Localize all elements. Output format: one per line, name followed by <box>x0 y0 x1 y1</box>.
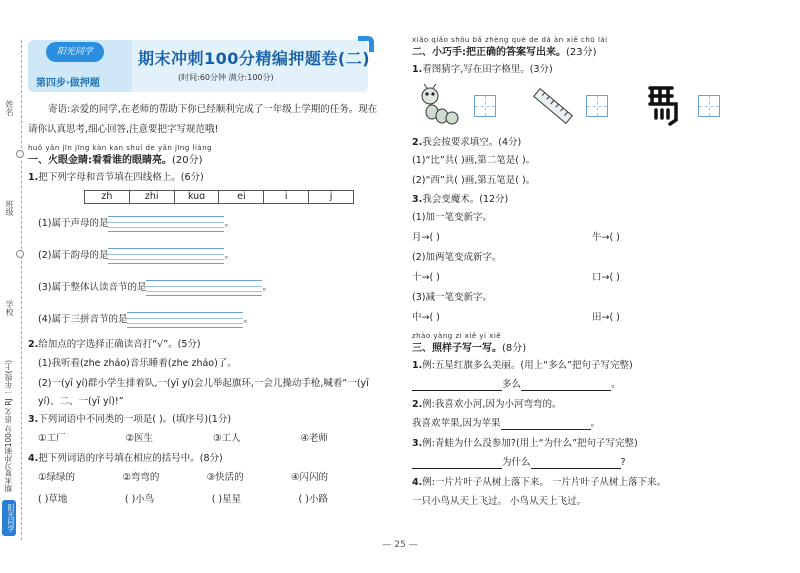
name-label: 姓名 <box>5 100 14 116</box>
option-item: ②医生 <box>125 433 154 444</box>
option-item: ③快活的 <box>206 472 244 483</box>
question-text: 例:我喜欢小河,因为小河弯弯的。 <box>422 399 562 410</box>
section2-title <box>412 45 784 61</box>
sub-question: (1)属于声母的是 。 <box>28 208 380 240</box>
section2-points: (23分) <box>566 47 597 58</box>
blank-keyword: 多么 <box>502 379 522 390</box>
option-item: ③工人 <box>212 433 241 444</box>
fill-blank[interactable]: 口→( ) <box>592 272 620 283</box>
sub-question: (2)一(yī yí)群小学生排着队,一(yī yí)会儿举起旗环,一会儿操动手枪,喊着“一(yī yí)、二、一(yī yí)!” <box>38 378 369 407</box>
intro-message: 寄语:亲爱的同学,在老师的帮助下你已经顺利完成了一年级上学期的任务。现在请你认真思考,细心回答,注意要把字写规范哦! <box>28 104 378 135</box>
question-number: 3. <box>412 194 423 205</box>
question-3-2 <box>412 396 784 413</box>
question-number: 4. <box>412 477 423 488</box>
blanks-row <box>28 489 328 511</box>
step-label: 第四步·做押题 <box>36 78 100 89</box>
answer-line: 一只小鸟从天上飞过。 小鸟从天上飞过。 <box>412 496 587 507</box>
answer-prefix: 我喜欢苹果,因为苹果 <box>412 418 501 429</box>
question-text: 看图猜字,写在田字格里。(3分) <box>422 64 553 75</box>
write-blank[interactable] <box>412 379 502 391</box>
section3-pinyin: zhào yàng zi xiě yi xiě <box>412 332 502 340</box>
question-text: 把下列字母和音节填在四线格上。(6分) <box>38 172 204 183</box>
fill-blank[interactable]: 牛→( ) <box>592 232 620 243</box>
ruler-icon <box>530 84 576 128</box>
binding-strip <box>0 40 22 540</box>
brand-logo: 阳光同学 <box>46 42 104 62</box>
option-item: ①工厂 <box>38 433 66 444</box>
question-3-3 <box>412 435 784 452</box>
section2-pinyin: xiǎo qiǎo shǒu bǎ zhèng què de dá àn xiě chū lái <box>412 36 608 44</box>
fill-blank[interactable]: 十→( ) <box>412 272 440 283</box>
question-number: 3. <box>412 438 423 449</box>
question-number: 2. <box>412 137 423 148</box>
transform-row <box>412 268 742 288</box>
question-text: 下列词语中不同类的一项是( )。(填序号)(1分) <box>38 414 232 425</box>
exam-time-score: (时间:60分钟 满分:100分) <box>178 73 274 82</box>
fill-blank[interactable]: ( )星星 <box>211 494 242 505</box>
spine-brand-logo: 阳光同学 <box>2 500 16 536</box>
title-banner <box>28 36 380 94</box>
fill-blank[interactable]: ( )小路 <box>298 494 328 505</box>
sub-question: (2)属于韵母的是 。 <box>28 240 380 272</box>
class-label: 班级 <box>5 200 14 216</box>
page-title: 期末冲刺100分精编押题卷(二) <box>138 49 371 68</box>
question-number: 4. <box>28 453 39 464</box>
tianzige-box[interactable] <box>698 95 720 117</box>
sub-question: (1)加一笔变新字。 <box>412 212 492 223</box>
tianzige-box[interactable] <box>474 95 496 117</box>
question-1-1 <box>28 169 380 186</box>
fill-blank[interactable]: ( )草地 <box>38 494 68 505</box>
section3-title-text: 三、照样子写一写。 <box>412 343 502 354</box>
letter-item: zhi <box>130 191 175 203</box>
section3-points: (8分) <box>502 343 527 354</box>
answer-line: 为什么 ? <box>412 452 784 474</box>
binding-hole <box>16 150 24 158</box>
four-line-grid[interactable] <box>108 248 224 264</box>
letter-item: zh <box>85 191 130 203</box>
spine-text: 期末复习冲刺100分 语文 RJ 一年级(上) <box>4 360 13 493</box>
sub-question: (2)加两笔变成新字。 <box>412 252 502 263</box>
write-blank[interactable] <box>521 379 611 391</box>
question-1-4 <box>28 450 380 467</box>
sub-question: (2)“西”共( )画,第五笔是( )。 <box>412 175 536 186</box>
letter-item: i <box>264 191 309 203</box>
sub-question: (1)我听看(zhe zháo)音乐睡着(zhe zháo)了。 <box>38 358 237 369</box>
question-text: 例:五星红旗多么美丽。(用上“多么”把句子写完整) <box>422 360 633 371</box>
question-1-2 <box>28 336 380 353</box>
letter-box <box>84 190 354 204</box>
option-item: ②弯弯的 <box>122 472 160 483</box>
blank-keyword: 为什么 <box>502 457 531 468</box>
option-item: ①绿绿的 <box>38 472 76 483</box>
transform-row <box>412 228 742 248</box>
fill-blank[interactable]: 中→( ) <box>412 312 440 323</box>
write-blank[interactable] <box>501 418 591 430</box>
write-blank[interactable] <box>531 457 621 469</box>
question-2-1 <box>412 61 784 78</box>
four-line-grid[interactable] <box>146 280 262 296</box>
question-text: 例:青蛙为什么没参加?(用上“为什么”把句子写完整) <box>422 438 638 449</box>
sub-question: (4)属于三拼音节的是 。 <box>28 304 380 336</box>
sub-question: (3)减一笔变新字。 <box>412 292 492 303</box>
question-number: 2. <box>28 339 39 350</box>
sub-question-text: (2)属于韵母的是 <box>38 250 109 261</box>
write-blank[interactable] <box>412 457 502 469</box>
four-line-grid[interactable] <box>108 216 224 232</box>
options-row <box>28 467 328 489</box>
question-1-3 <box>28 411 380 428</box>
binding-hole <box>16 250 24 258</box>
fill-blank[interactable]: ( )小鸟 <box>124 494 155 505</box>
section1-title-text: 一、火眼金睛:看看谁的眼睛亮。 <box>28 155 172 166</box>
right-column <box>412 36 784 513</box>
fill-blank[interactable]: 月→( ) <box>412 232 440 243</box>
question-text: 我会按要求填空。(4分) <box>422 137 522 148</box>
options-row <box>28 428 328 450</box>
section1-points: (20分) <box>172 155 203 166</box>
question-number: 2. <box>412 399 423 410</box>
option-item: ④闪闪的 <box>290 472 328 483</box>
sub-question-text: (3)属于整体认读音节的是 <box>38 282 147 293</box>
four-line-grid[interactable] <box>127 312 243 328</box>
letter-item: j <box>329 191 333 202</box>
section3-title <box>412 341 784 357</box>
sub-question: (1)“比”共( )画,第二笔是( )。 <box>412 155 536 166</box>
transform-row <box>412 308 742 328</box>
fill-blank[interactable]: 田→( ) <box>592 312 620 323</box>
left-column <box>28 36 380 511</box>
question-number: 3. <box>28 414 39 425</box>
answer-line: 多么 。 <box>412 374 784 396</box>
question-text: 给加点的字选择正确读音打“√”。(5分) <box>38 339 201 350</box>
question-number: 1. <box>412 64 423 75</box>
caterpillar-icon <box>418 84 464 128</box>
option-item: ④老师 <box>300 433 328 444</box>
question-number: 1. <box>412 360 423 371</box>
sub-question: (3)属于整体认读音节的是 。 <box>28 272 380 304</box>
tianzige-box[interactable] <box>586 95 608 117</box>
page-number: — 25 — <box>382 540 418 550</box>
question-text: 把下列词语的序号填在相应的括号中。(8分) <box>38 453 223 464</box>
question-2-2 <box>412 134 784 151</box>
question-2-3 <box>412 191 784 208</box>
question-text: 我会变魔术。(12分) <box>422 194 509 205</box>
question-3-4 <box>412 474 784 491</box>
answer-line: 我喜欢苹果,因为苹果 。 <box>412 413 784 435</box>
banner-corner-decoration <box>358 36 374 52</box>
letter-item: ei <box>219 191 264 203</box>
picture-guess-row <box>418 82 784 130</box>
section1-pinyin: huǒ yǎn jīn jīng kàn kan shuí de yǎn jīng liàng <box>28 144 213 152</box>
section2-title-text: 二、小巧手:把正确的答案写出来。 <box>412 47 566 58</box>
letter-item: kuɑ <box>175 191 220 203</box>
question-text: 例:一片片叶子从树上落下来。 一片片叶子从树上落下来。 <box>422 477 666 488</box>
school-label: 学校 <box>5 300 14 316</box>
ancient-horse-glyph-icon <box>642 84 688 128</box>
section1-title <box>28 153 380 169</box>
sub-question-text: (4)属于三拼音节的是 <box>38 314 128 325</box>
question-number: 1. <box>28 172 39 183</box>
sub-question-text: (1)属于声母的是 <box>38 218 109 229</box>
question-3-1 <box>412 357 784 374</box>
